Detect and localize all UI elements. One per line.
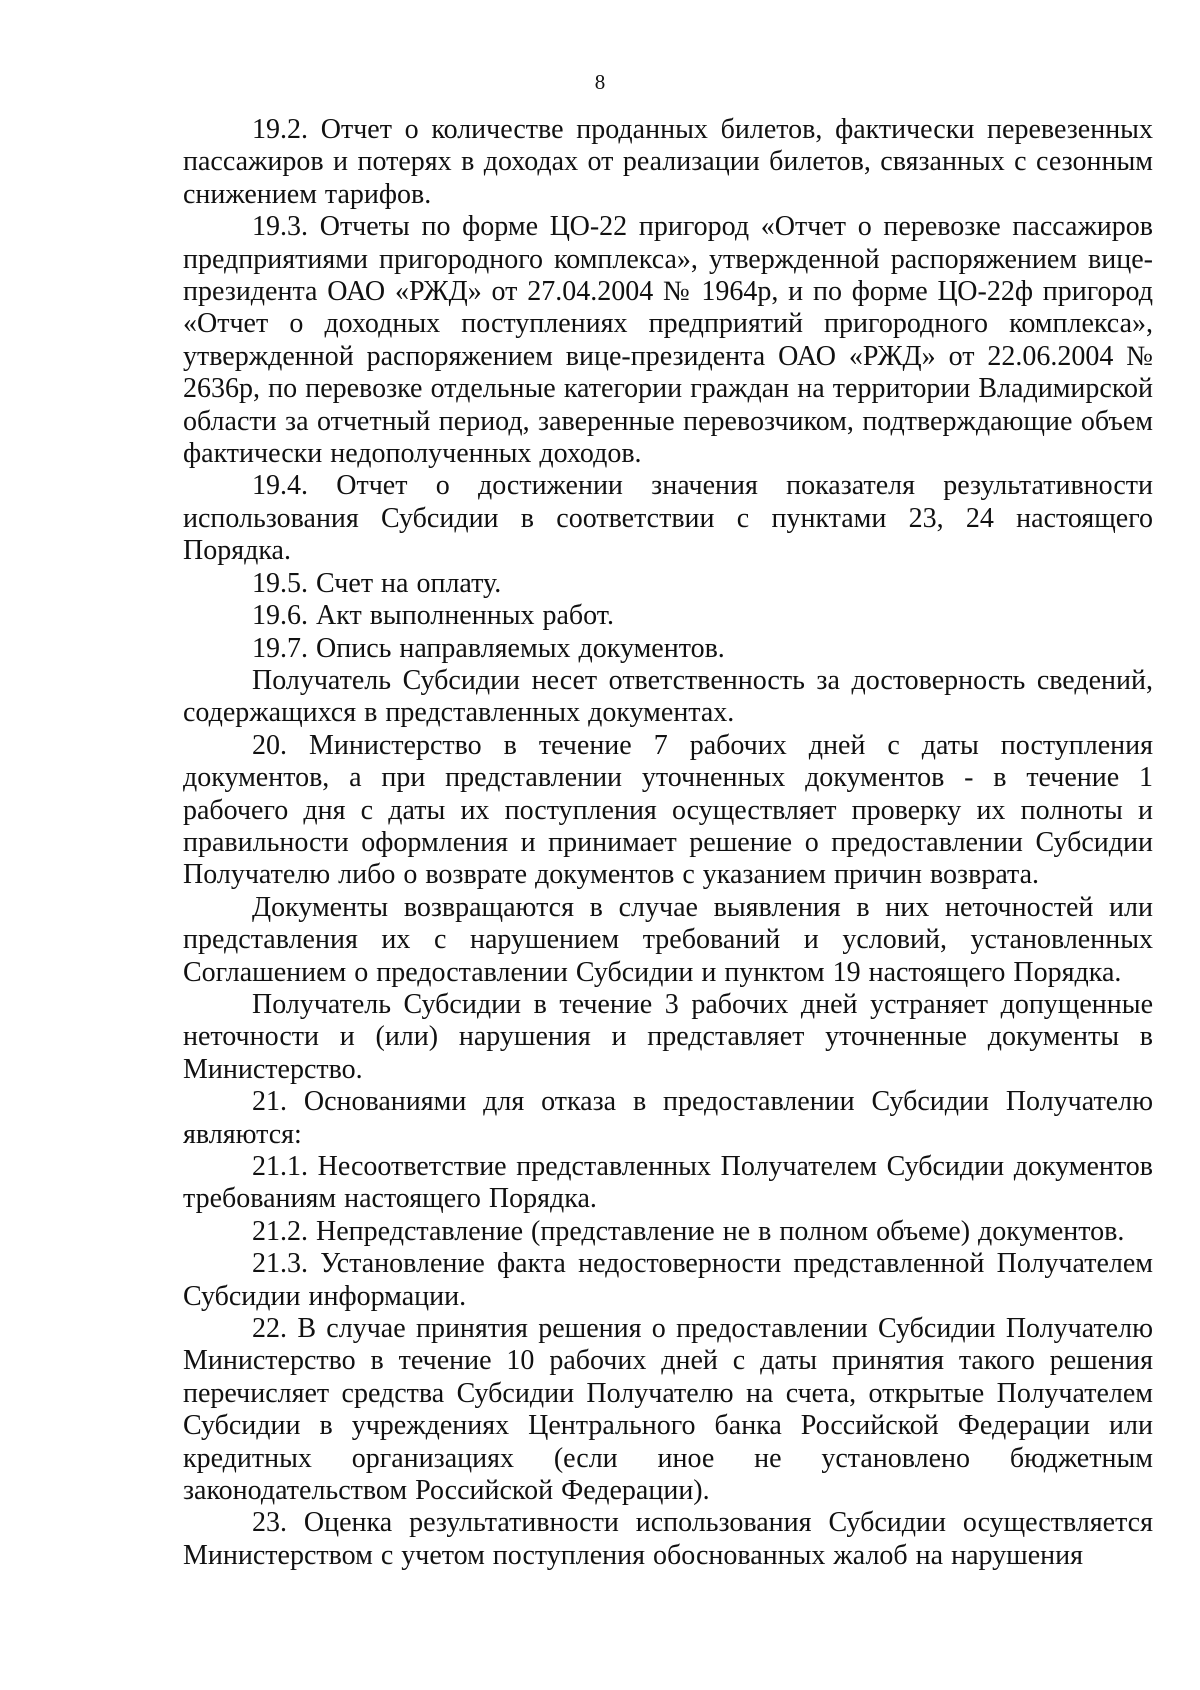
paragraph-21: 21. Основаниями для отказа в предоставлении Субсидии Получателю являются:	[183, 1086, 1153, 1150]
paragraph-corrections: Получатель Субсидии в течение 3 рабочих дней устраняет допущенные неточности и (или) нарушения и представляет уточненные документы в Министерство.	[183, 988, 1153, 1085]
paragraph-21-3: 21.3. Установление факта недостоверности представленной Получателем Субсидии информации.	[183, 1248, 1153, 1312]
page-number: 8	[594, 70, 606, 94]
paragraph-21-2: 21.2. Непредставление (представление не в полном объеме) документов.	[252, 1215, 1125, 1247]
paragraph-responsibility: Получатель Субсидии несет ответственность за достоверность сведений, содержащихся в представленных документах.	[183, 664, 1153, 729]
paragraph-19-7: 19.7. Опись направляемых документов.	[252, 632, 725, 664]
paragraph-19-4: 19.4. Отчет о достижении значения показателя результативности использования Субсидии в соответствии с пунктами 23, 24 настоящего Порядка.	[183, 470, 1153, 567]
paragraph-20: 20. Министерство в течение 7 рабочих дней с даты поступления документов, а при представлении уточненных документов - в течение 1 рабочего дня с даты их поступления осуществляет проверку их полноты и правильности оформления и принимает решение о предоставлении Субсидии Получателю либо о возврате документов с указанием причин возврата.	[183, 729, 1153, 891]
paragraph-19-3: 19.3. Отчеты по форме ЦО-22 пригород «Отчет о перевозке пассажиров предприятиями пригородного комплекса», утвержденной распоряжением вице-президента ОАО «РЖД» от 27.04.2004 № 1964р, и по форме ЦО-22ф пригород «Отчет о доходных поступлениях предприятий пригородного комплекса», утвержденной распоряжением вице-президента ОАО «РЖД» от 22.06.2004 № 2636р, по перевозке отдельные категории граждан на территории Владимирской области за отчетный период, заверенные перевозчиком, подтверждающие объем фактически недополученных доходов.	[183, 211, 1153, 470]
paragraph-19-6: 19.6. Акт выполненных работ.	[252, 600, 614, 632]
paragraph-21-1: 21.1. Несоответствие представленных Получателем Субсидии документов требованиям настоящего Порядка.	[183, 1151, 1153, 1215]
paragraph-22: 22. В случае принятия решения о предоставлении Субсидии Получателю Министерство в течение 10 рабочих дней с даты принятия такого решения перечисляет средства Субсидии Получателю на счета, открытые Получателем Субсидии в учреждениях Центрального банка Российской Федерации или кредитных организациях (если иное не установлено бюджетным законодательством Российской Федерации).	[183, 1313, 1153, 1507]
document-body	[183, 114, 1153, 1572]
paragraph-19-2: 19.2. Отчет о количестве проданных билетов, фактически перевезенных пассажиров и потерях в доходах от реализации билетов, связанных с сезонным снижением тарифов.	[183, 114, 1153, 210]
paragraph-documents-returned: Документы возвращаются в случае выявления в них неточностей или представления их с нарушением требований и условий, установленных Соглашением о предоставлении Субсидии и пунктом 19 настоящего Порядка.	[183, 891, 1153, 988]
paragraph-19-5: 19.5. Счет на оплату.	[252, 567, 502, 599]
paragraph-23: 23. Оценка результативности использования Субсидии осуществляется Министерством с учетом поступления обоснованных жалоб на нарушения	[183, 1507, 1153, 1571]
